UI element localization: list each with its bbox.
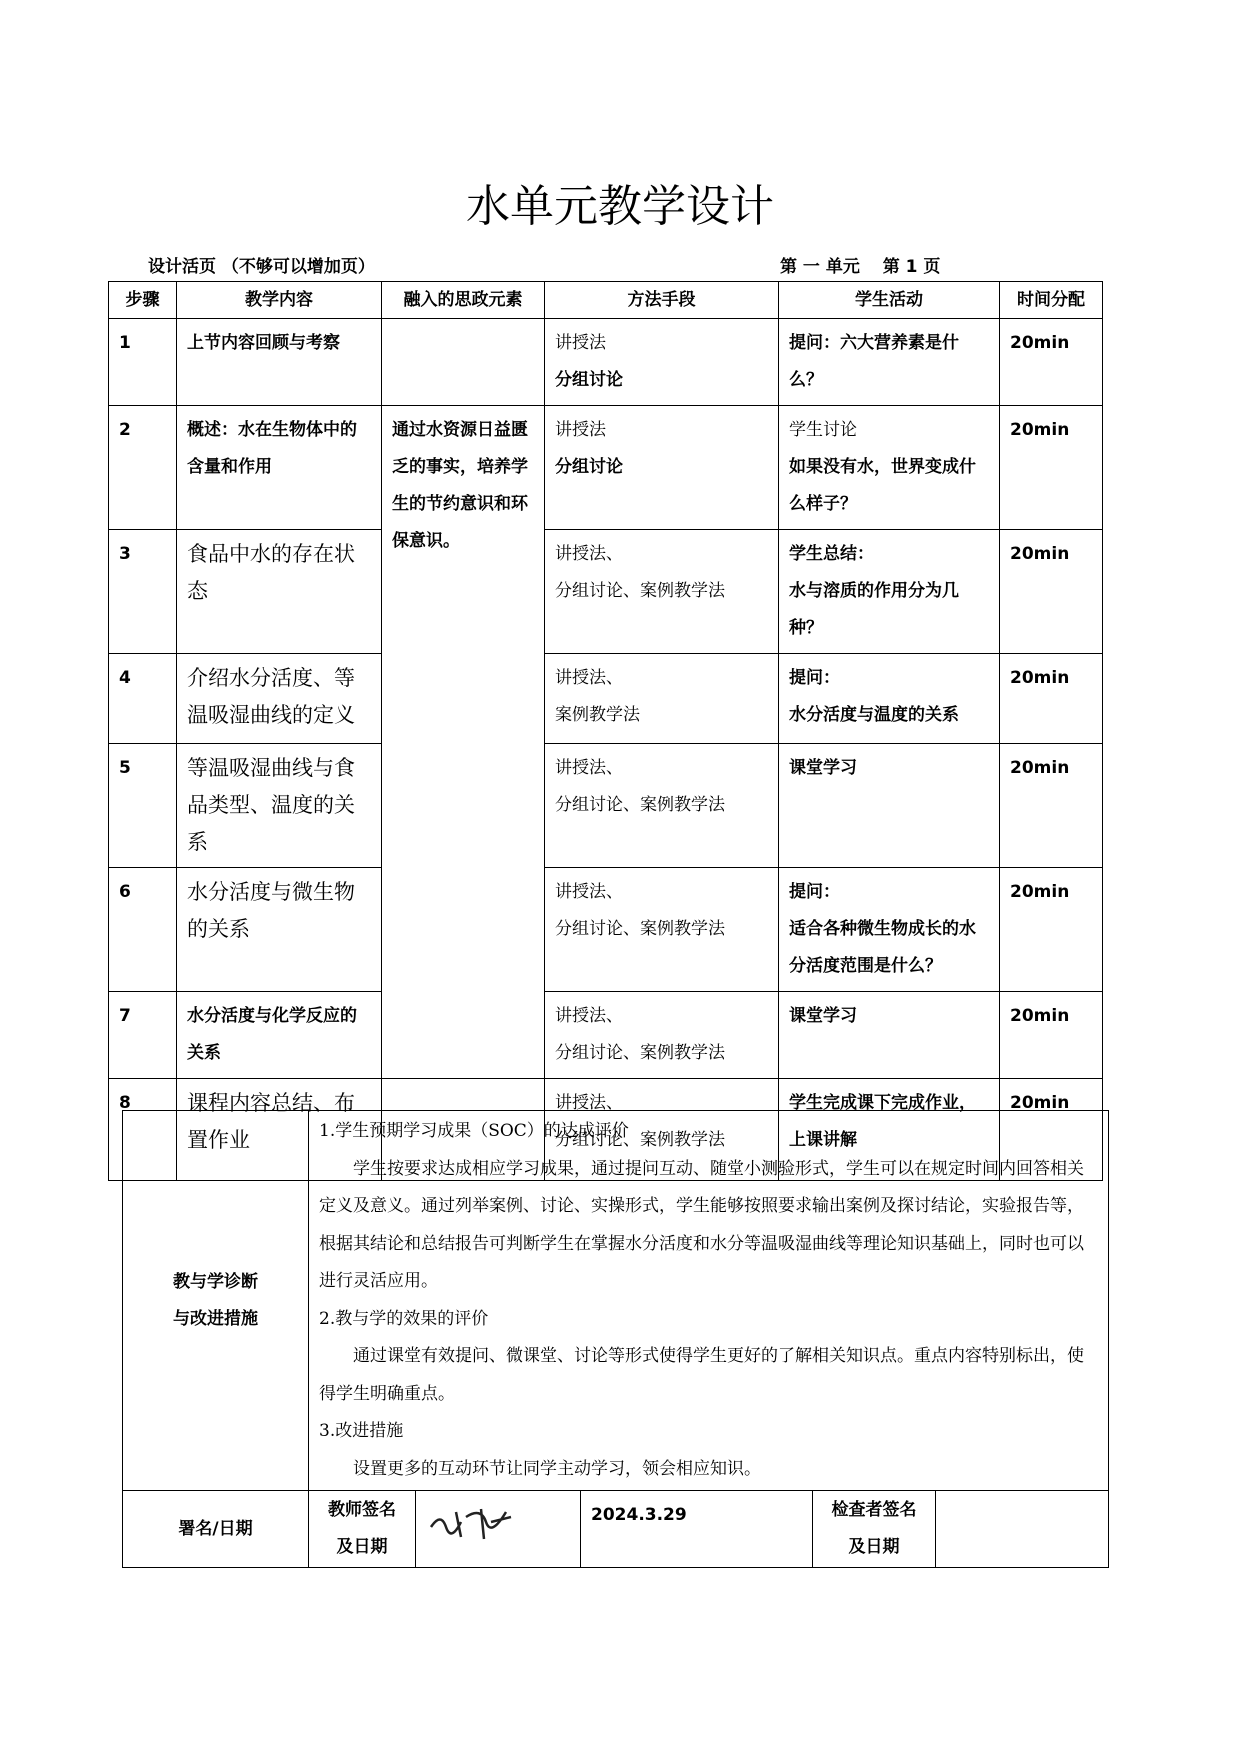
diag-heading-2: 2.教与学的效果的评价 <box>319 1308 489 1329</box>
subtitle-left: 设计活页 （不够可以增加页） <box>148 257 375 277</box>
activity-cell: 提问：六大营养素是什么？ <box>779 319 1000 406</box>
content-cell: 介绍水分活度、等温吸湿曲线的定义 <box>177 654 382 744</box>
method-cell: 讲授法、 案例教学法 <box>545 654 779 744</box>
table-row <box>109 319 1103 406</box>
content-cell: 上节内容回顾与考察 <box>177 319 382 406</box>
activity-cell: 课堂学习 <box>779 744 1000 868</box>
activity-cell: 提问： 水分活度与温度的关系 <box>779 654 1000 744</box>
header-cell: 步骤 <box>109 282 177 319</box>
activity-cell: 学生讨论 如果没有水，世界变成什么样子？ <box>779 406 1000 530</box>
content-cell: 概述：水在生物体中的含量和作用 <box>177 406 382 530</box>
ideology-cell: 通过水资源日益匮乏的事实，培养学生的节约意识和环保意识。 <box>382 406 545 1079</box>
table-row <box>109 992 1103 1079</box>
table-row <box>109 654 1103 744</box>
diag-paragraph-3: 设置更多的互动环节让同学主动学习，领会相应知识。 <box>353 1458 761 1479</box>
time-cell: 20min <box>1000 744 1103 868</box>
header-cell: 融入的思政元素 <box>382 282 545 319</box>
diag-heading-1: 1.学生预期学习成果（SOC）的达成评价 <box>319 1121 629 1141</box>
time-cell: 20min <box>1000 654 1103 744</box>
table-row <box>109 530 1103 654</box>
diagnosis-label: 教与学诊断 与改进措施 <box>123 1111 309 1491</box>
time-cell: 20min <box>1000 319 1103 406</box>
sign-label: 署名/日期 <box>123 1491 309 1568</box>
time-cell: 20min <box>1000 868 1103 992</box>
content-cell: 课程内容总结、布置作业 <box>177 1079 382 1181</box>
table-row <box>109 406 1103 530</box>
header-cell: 学生活动 <box>779 282 1000 319</box>
lesson-table <box>108 281 1103 1181</box>
method-cell: 讲授法、 分组讨论、案例教学法 <box>545 992 779 1079</box>
step-cell: 2 <box>109 406 177 530</box>
step-cell: 4 <box>109 654 177 744</box>
header-cell: 方法手段 <box>545 282 779 319</box>
header-cell: 时间分配 <box>1000 282 1103 319</box>
activity-cell: 学生完成课下完成作业，上课讲解 <box>779 1079 1000 1181</box>
method-cell: 讲授法 分组讨论 <box>545 319 779 406</box>
teacher-signature <box>416 1491 581 1568</box>
sign-date: 2024.3.29 <box>581 1491 813 1568</box>
step-cell: 5 <box>109 744 177 868</box>
content-cell: 等温吸湿曲线与食品类型、温度的关系 <box>177 744 382 868</box>
activity-cell: 学生总结： 水与溶质的作用分为几种？ <box>779 530 1000 654</box>
table-row <box>109 744 1103 868</box>
page-title: 水单元教学设计 <box>466 181 774 232</box>
header-cell: 教学内容 <box>177 282 382 319</box>
content-cell: 食品中水的存在状态 <box>177 530 382 654</box>
time-cell: 20min <box>1000 1079 1103 1181</box>
step-cell: 6 <box>109 868 177 992</box>
subtitle-right: 第 一 单元 第 1 页 <box>780 257 941 277</box>
content-cell: 水分活度与微生物的关系 <box>177 868 382 992</box>
time-cell: 20min <box>1000 992 1103 1079</box>
table-row <box>109 868 1103 992</box>
diag-heading-3: 3.改进措施 <box>319 1421 404 1441</box>
checker-sign-label: 检查者签名 及日期 <box>813 1491 936 1568</box>
diag-paragraph-2: 通过课堂有效提问、微课堂、讨论等形式使得学生更好的了解相关知识点。重点内容特别标出，使得学生明确重点。 <box>319 1346 1084 1404</box>
content-cell: 水分活度与化学反应的关系 <box>177 992 382 1079</box>
method-cell: 讲授法、 分组讨论、案例教学法 <box>545 530 779 654</box>
time-cell: 20min <box>1000 530 1103 654</box>
activity-cell: 提问： 适合各种微生物成长的水分活度范围是什么？ <box>779 868 1000 992</box>
checker-signature <box>936 1491 1109 1568</box>
teacher-sign-label: 教师签名 及日期 <box>309 1491 416 1568</box>
step-cell: 7 <box>109 992 177 1079</box>
step-cell: 3 <box>109 530 177 654</box>
method-cell: 讲授法 分组讨论 <box>545 406 779 530</box>
ideology-cell <box>382 319 545 406</box>
diag-paragraph-1: 学生按要求达成相应学习成果，通过提问互动、随堂小测验形式，学生可以在规定时间内回答相关定义及意义。通过列举案例、讨论、实操形式，学生能够按照要求输出案例及探讨结论，实验报告等，根据其结论和总结报告可判断学生在掌握水分活度和水分等温吸湿曲线等理论知识基础上，同时也可以进行灵活应用。 <box>319 1158 1084 1291</box>
method-cell: 讲授法、 分组讨论、案例教学法 <box>545 868 779 992</box>
method-cell: 讲授法、 分组讨论、案例教学法 <box>545 744 779 868</box>
diagnosis-table <box>122 1110 1109 1568</box>
step-cell: 1 <box>109 319 177 406</box>
time-cell: 20min <box>1000 406 1103 530</box>
activity-cell: 课堂学习 <box>779 992 1000 1079</box>
method-cell: 讲授法、 分组讨论、案例教学法 <box>545 1079 779 1181</box>
step-cell: 8 <box>109 1079 177 1181</box>
